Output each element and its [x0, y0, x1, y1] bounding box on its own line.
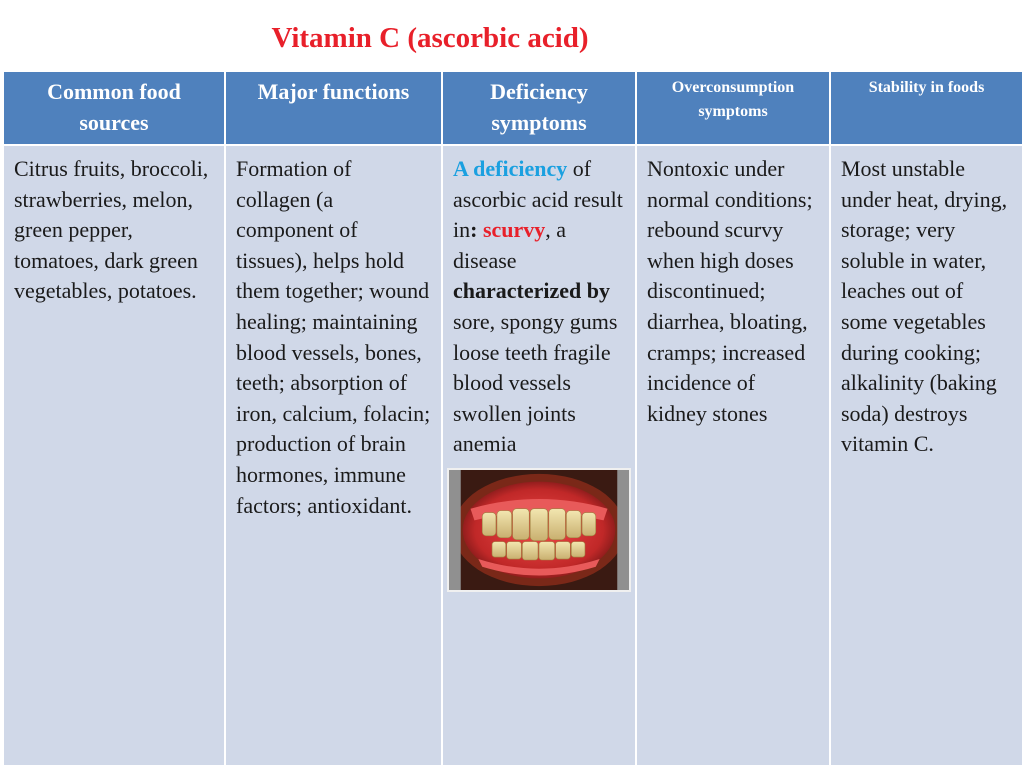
header-stability: Stability in foods	[830, 71, 1023, 145]
characterized-by-text: characterized by	[453, 278, 610, 304]
header-deficiency: Deficiency symptoms	[442, 71, 636, 145]
deficiency-text-2: , a disease	[453, 217, 567, 273]
deficiency-highlight: A deficiency	[453, 156, 568, 181]
header-row	[3, 71, 1023, 145]
scurvy-highlight: scurvy	[482, 217, 546, 243]
table-row	[3, 145, 1023, 766]
cell-sources: Citrus fruits, broccoli, strawberries, melon, green pepper, tomatoes, dark green vegetables, potatoes.	[3, 145, 225, 766]
scurvy-gums-photo	[447, 468, 631, 592]
header-overconsumption: Overconsumption symptoms	[636, 71, 830, 145]
vitamin-c-table	[2, 70, 1024, 767]
deficiency-colon: :	[470, 217, 478, 243]
deficiency-text-3: sore, spongy gums loose teeth fragile blood vessels swollen joints anemia	[453, 308, 618, 457]
deficiency-text-1: of ascorbic acid result in	[453, 156, 623, 243]
header-functions: Major functions	[225, 71, 442, 145]
cell-overconsumption: Nontoxic under normal conditions; rebound scurvy when high doses discontinued; diarrhea, bloating, cramps; increased incidence of kidney stones	[636, 145, 830, 766]
cell-stability: Most unstable under heat, drying, storage; very soluble in water, leaches out of some vegetables during cooking; alkalinity (baking soda) destroys vitamin C.	[830, 145, 1023, 766]
header-sources: Common food sources	[3, 71, 225, 145]
cell-functions: Formation of collagen (a component of tissues), helps hold them together; wound healing; maintaining blood vessels, bones, teeth; absorption of iron, calcium, folacin; production of brain hormones, immune factors; antioxidant.	[225, 145, 442, 766]
page-title: Vitamin C (ascorbic acid)	[271, 22, 589, 54]
cell-deficiency	[442, 145, 636, 766]
